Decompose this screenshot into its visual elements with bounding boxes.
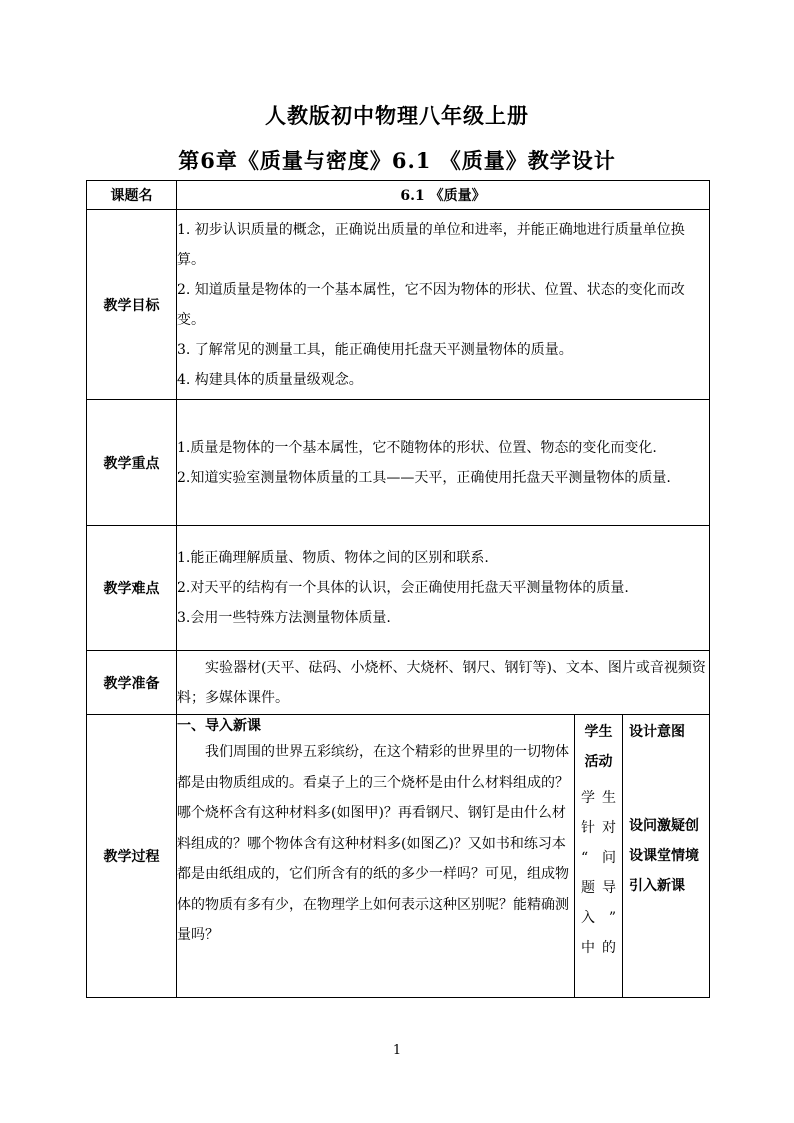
- objective-item: 3. 了解常见的测量工具，能正确使用托盘天平测量物体的质量。: [177, 341, 573, 358]
- objectives-label: 教学目标: [87, 210, 177, 400]
- row-objectives: [87, 210, 710, 400]
- student-activity-line: 中的: [581, 940, 616, 956]
- objective-item: 4. 构建具体的质量量级观念。: [177, 371, 363, 388]
- objective-item: 1. 初步认识质量的概念，正确说出质量的单位和进率，并能正确地进行质量单位换算。: [177, 221, 685, 268]
- process-content: [177, 715, 575, 998]
- document-subtitle: 第6章《质量与密度》6.1 《质量》教学设计: [178, 148, 616, 173]
- row-preparation: [87, 651, 710, 715]
- process-body: 我们周围的世界五彩缤纷，在这个精彩的世界里的一切物体都是由物质组成的。看桌子上的三个烧杯是由什么材料组成的？哪个烧杯含有这种材料多(如图甲)？再看钢尺、钢钉是由什么材料组成的？哪个物体含有这种材料多(如图乙)？又如书和练习本都是由纸组成的，它们所含有的纸的多少一样吗？可见，组成物体的物质有多有少，在物理学上如何表示这种区别呢？能精确测量吗？: [177, 744, 569, 943]
- student-activity-line: 题导: [581, 880, 616, 896]
- design-intent-cell: [623, 715, 710, 998]
- student-activity-content: [575, 715, 622, 965]
- process-label: 教学过程: [87, 715, 177, 998]
- student-activity-line: “问: [581, 850, 616, 866]
- key-point-item: 1.质量是物体的一个基本属性，它不随物体的形状、位置、物态的变化而变化.: [177, 439, 657, 456]
- page-number: 1: [392, 1043, 402, 1058]
- preparation-label: 教学准备: [87, 651, 177, 715]
- course-value: 6.1 《质量》: [177, 181, 710, 210]
- difficulty-item: 2.对天平的结构有一个具体的认识，会正确使用托盘天平测量物体的质量.: [177, 580, 629, 596]
- difficulties-label: 教学难点: [87, 526, 177, 651]
- student-activity-line: 入”: [581, 910, 616, 926]
- key-points-label: 教学重点: [87, 400, 177, 526]
- student-activity-cell: [575, 715, 623, 998]
- student-activity-line: 学生: [581, 790, 616, 806]
- document-title: 人教版初中物理八年级上册: [265, 103, 529, 128]
- difficulties-content: [177, 526, 710, 651]
- student-activity-header: 学生活动: [584, 724, 613, 770]
- row-key-points: [87, 400, 710, 526]
- design-intent-text: 设问激疑创设课堂情境引入新课: [629, 818, 699, 894]
- objectives-content: [177, 210, 710, 400]
- difficulty-item: 3.会用一些特殊方法测量物体质量.: [177, 610, 391, 626]
- key-points-content: [177, 400, 710, 526]
- row-difficulties: [87, 526, 710, 651]
- preparation-content: [177, 651, 710, 715]
- design-intent-header: 设计意图: [629, 724, 685, 740]
- lesson-plan-table: [86, 180, 710, 998]
- objective-item: 2. 知道质量是物体的一个基本属性，它不因为物体的形状、位置、状态的变化而改变。: [177, 281, 685, 328]
- course-label: 课题名: [87, 181, 177, 210]
- process-section-title: 一、导入新课: [177, 718, 261, 734]
- row-process: [87, 715, 710, 998]
- student-activity-line: 针对: [581, 820, 616, 836]
- difficulty-item: 1.能正确理解质量、物质、物体之间的区别和联系.: [177, 550, 489, 566]
- row-course: [87, 181, 710, 210]
- key-point-item: 2.知道实验室测量物体质量的工具——天平，正确使用托盘天平测量物体的质量.: [177, 469, 671, 486]
- preparation-text: 实验器材(天平、砝码、小烧杯、大烧杯、钢尺、钢钉等)、文本、图片或音视频资料；多媒体课件。: [177, 659, 706, 706]
